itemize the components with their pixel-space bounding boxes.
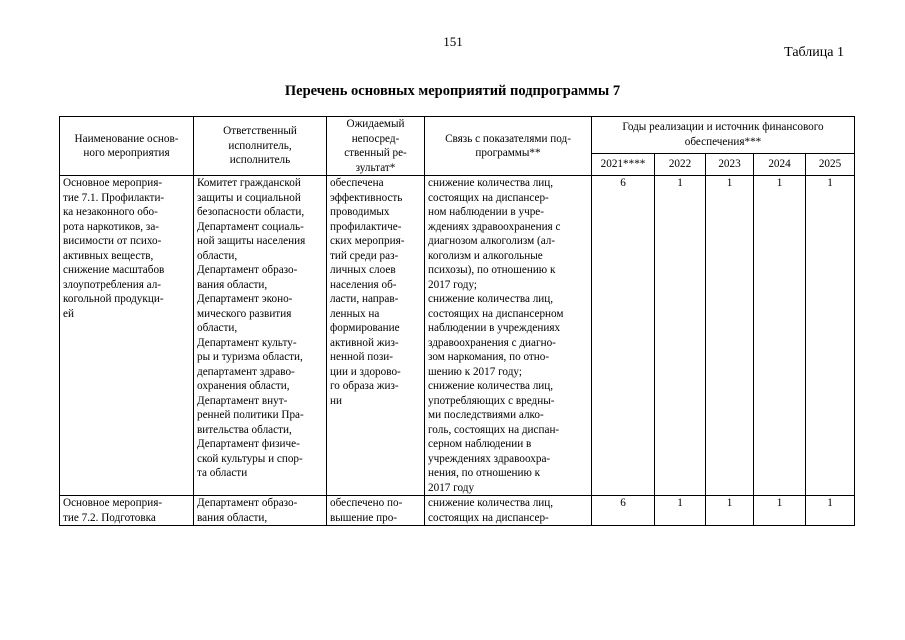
year-value-cell: 6 <box>592 496 655 526</box>
header-year: 2024 <box>754 153 806 175</box>
year-value-cell: 1 <box>706 496 754 526</box>
header-year: 2023 <box>706 153 754 175</box>
indicator-link-cell: снижение количества лиц, состоящих на диспансер- ном наблюдении в учре- ждениях здравоохранения с диагнозом алкоголизм (ал- коголизм и алкогольные психозы), по отношению к 2017 году; снижение количества лиц, состоящих на диспансерном наблюдении в учреждениях здравоохранения с диагно- зом наркомания, по отно- шению к 2017 году; снижение количества лиц, употребляющих с вредны- ми последствиями алко- голь, состоящих на диспан- серном наблюдении в учреждениях здравоохра- нения, по отношению к 2017 году <box>425 176 592 496</box>
header-row <box>60 117 855 154</box>
expected-result-cell: обеспечено по- вышение про- <box>327 496 425 526</box>
executor-cell: Департамент образо- вания области, <box>194 496 327 526</box>
table-row <box>60 496 855 526</box>
year-value-cell: 1 <box>806 496 855 526</box>
page-number: 151 <box>443 34 463 49</box>
year-value-cell: 1 <box>754 496 806 526</box>
header-expected-result: Ожидаемый непосред- ственный ре- зультат* <box>327 117 425 176</box>
year-value-cell: 6 <box>592 176 655 496</box>
measure-name-cell: Основное мероприя- тие 7.1. Профилакти- ка незаконного обо- рота наркотиков, за- висимости от психо- активных веществ, снижение масштабов злоупотребления ал- когольной продукци- ей <box>60 176 194 496</box>
measure-name-cell: Основное мероприя- тие 7.2. Подготовка <box>60 496 194 526</box>
year-value-cell: 1 <box>754 176 806 496</box>
header-year: 2021**** <box>592 153 655 175</box>
header-year: 2025 <box>806 153 855 175</box>
indicator-link-cell: снижение количества лиц, состоящих на диспансер- <box>425 496 592 526</box>
header-years-group: Годы реализации и источник финансового обеспечения*** <box>592 117 855 154</box>
table-caption: Таблица 1 <box>784 45 844 60</box>
year-value-cell: 1 <box>655 496 706 526</box>
expected-result-cell: обеспечена эффективность проводимых профилактиче- ских мероприя- тий среди раз- личных слоев населения об- ласти, направ- ленных на формирование активной жиз- ненной пози- ции и здорово- го образа жиз- ни <box>327 176 425 496</box>
measures-table <box>59 116 855 526</box>
table-row <box>60 176 855 496</box>
year-value-cell: 1 <box>706 176 754 496</box>
executor-cell: Комитет гражданской защиты и социальной безопасности области, Департамент социаль- ной защиты населения области, Департамент образо- вания области, Департамент эконо- мического развития области, Департамент культу- ры и туризма области, департамент здраво- охранения области, Департамент внут- ренней политики Пра- вительства области, Департамент физиче- ской культуры и спор- та области <box>194 176 327 496</box>
header-year: 2022 <box>655 153 706 175</box>
header-indicator-link: Связь с показателями под- программы** <box>425 117 592 176</box>
header-executor: Ответственный исполнитель, исполнитель <box>194 117 327 176</box>
year-value-cell: 1 <box>655 176 706 496</box>
header-measure-name: Наименование основ- ного мероприятия <box>60 117 194 176</box>
document-title: Перечень основных мероприятий подпрограммы 7 <box>284 83 621 99</box>
year-value-cell: 1 <box>806 176 855 496</box>
